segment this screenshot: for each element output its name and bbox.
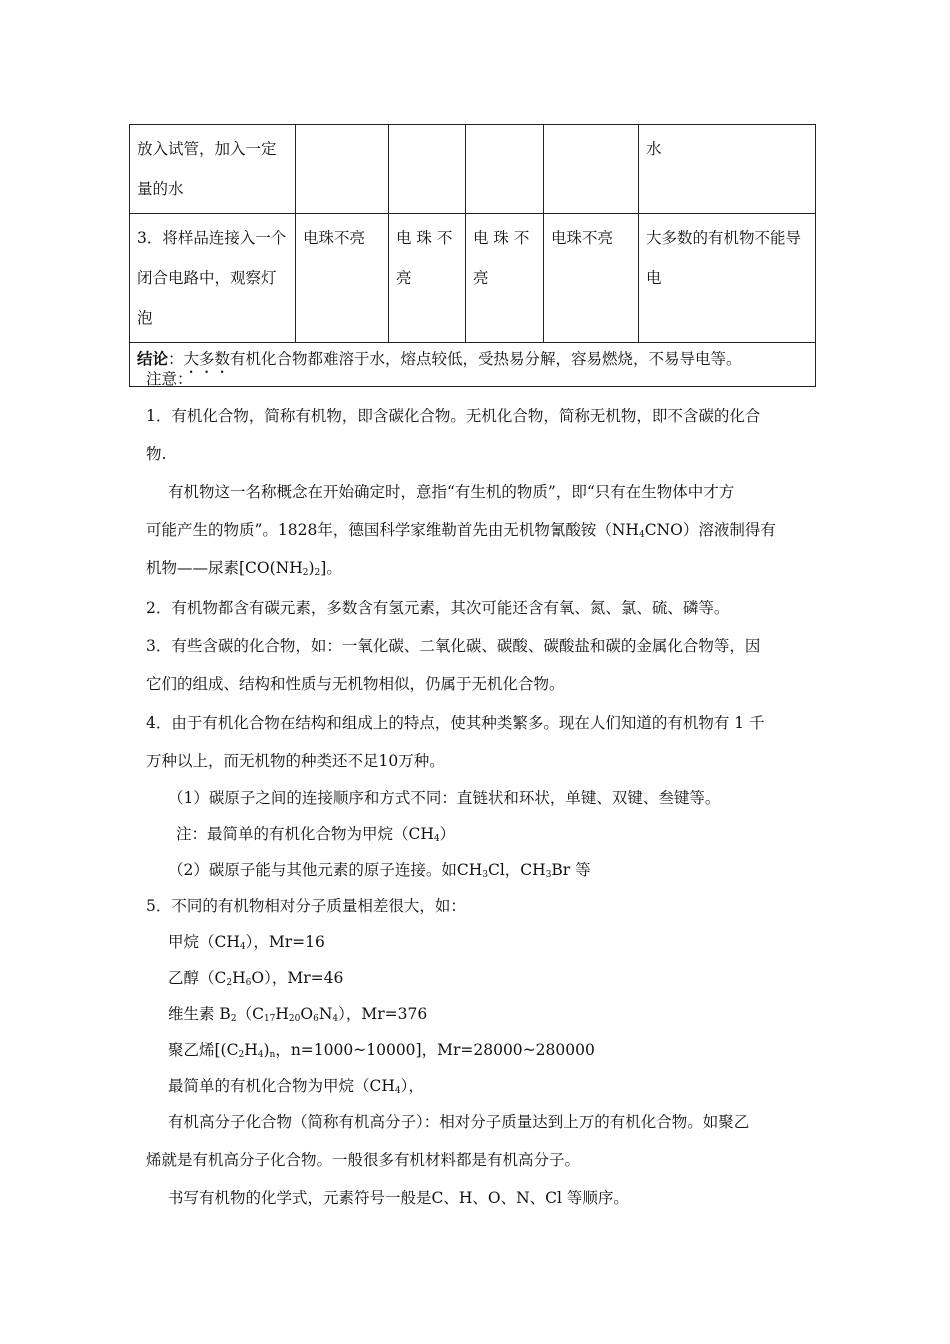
- table-row: [130, 343, 816, 387]
- table-cell: [466, 125, 544, 214]
- table-cell: [544, 125, 639, 214]
- note-paragraph: 3．有些含碳的化合物，如：一氧化碳、二氧化碳、碳酸、碳酸盐和碳的金属化合物等，因: [146, 637, 761, 655]
- table-cell: 电 珠 不 亮: [389, 214, 466, 343]
- note-paragraph: 书写有机物的化学式，元素符号一般是C、H、O、N、Cl 等顺序。: [168, 1189, 629, 1207]
- table-cell: 大多数的有机物不能导电: [639, 214, 816, 343]
- note-paragraph: 注：最简单的有机化合物为甲烷$(CH_4)$: [176, 825, 456, 844]
- note-paragraph: 4．由于有机化合物在结构和组成上的特点，使其种类繁多。现在人们知道的有机物有 1 千: [146, 714, 765, 732]
- table-cell: 水: [639, 125, 816, 214]
- table-cell: 放入试管，加入一定量的水: [130, 125, 296, 214]
- table-row: [130, 125, 816, 214]
- conclusion-label: 结论: [137, 349, 169, 368]
- mass-example: 乙醇$(C_2H_6O)$，Mr=46: [168, 969, 344, 988]
- conclusion-cell: [130, 343, 816, 387]
- experiment-table: [129, 124, 816, 387]
- conclusion-emphasis: 大多数: [183, 350, 231, 368]
- note-paragraph: 烯就是有机高分子化合物。一般很多有机材料都是有机高分子。: [146, 1151, 581, 1169]
- note-paragraph: 有机高分子化合物（简称有机高分子）：相对分子质量达到上万的有机化合物。如聚乙: [168, 1113, 750, 1131]
- note-paragraph: 物.: [146, 445, 167, 463]
- conclusion-colon: ：: [168, 350, 184, 368]
- table-cell: 3．将样品连接入一个闭合电路中，观察灯泡: [130, 214, 296, 343]
- notes-heading: 注意：: [146, 370, 193, 388]
- conclusion-text: 有机化合物都难溶于水，熔点较低，受热易分解，容易燃烧，不易导电等。: [230, 350, 742, 368]
- table-cell: 电 珠 不 亮: [466, 214, 544, 343]
- note-paragraph: 最简单的有机化合物为甲烷$(CH_4)$，: [168, 1077, 424, 1096]
- table-row: [130, 214, 816, 343]
- note-paragraph: 1．有机化合物，简称有机物，即含碳化合物。无机化合物，简称无机物，即不含碳的化合: [146, 407, 761, 425]
- mass-example: 聚乙烯[$(C_2H_4)_n$，n=1000~10000]，Mr=28000~280000: [168, 1041, 595, 1060]
- table-cell: [296, 125, 389, 214]
- note-paragraph: 机物——尿素$[CO(NH_2)_2]$。: [146, 559, 342, 578]
- note-paragraph: 万种以上，而无机物的种类还不足10万种。: [146, 752, 445, 770]
- note-paragraph: 可能产生的物质”。1828年，德国科学家维勒首先由无机物氰酸铵$(NH_4CNO)$溶液制得有: [146, 521, 776, 540]
- table-cell: 电珠不亮: [544, 214, 639, 343]
- mass-example: 甲烷$(CH_4)$，Mr=16: [168, 933, 325, 952]
- note-paragraph: （1）碳原子之间的连接顺序和方式不同：直链状和环状，单键、双键、叁键等。: [168, 789, 721, 807]
- note-paragraph: 有机物这一名称概念在开始确定时，意指“有生机的物质”，即“只有在生物体中才方: [168, 483, 735, 501]
- note-paragraph: 2．有机物都含有碳元素，多数含有氢元素，其次可能还含有氧、氮、氯、硫、磷等。: [146, 599, 730, 617]
- mass-example: 维生素 $B_2(C_{17}H_{20}O_6N_4)$，Mr=376: [168, 1005, 428, 1024]
- note-paragraph: 5．不同的有机物相对分子质量相差很大，如：: [146, 897, 466, 915]
- table-cell: 电珠不亮: [296, 214, 389, 343]
- note-paragraph: （2）碳原子能与其他元素的原子连接。如$CH_3Cl$，$CH_3Br$ 等: [168, 861, 591, 880]
- table-cell: [389, 125, 466, 214]
- note-paragraph: 它们的组成、结构和性质与无机物相似，仍属于无机化合物。: [146, 675, 565, 693]
